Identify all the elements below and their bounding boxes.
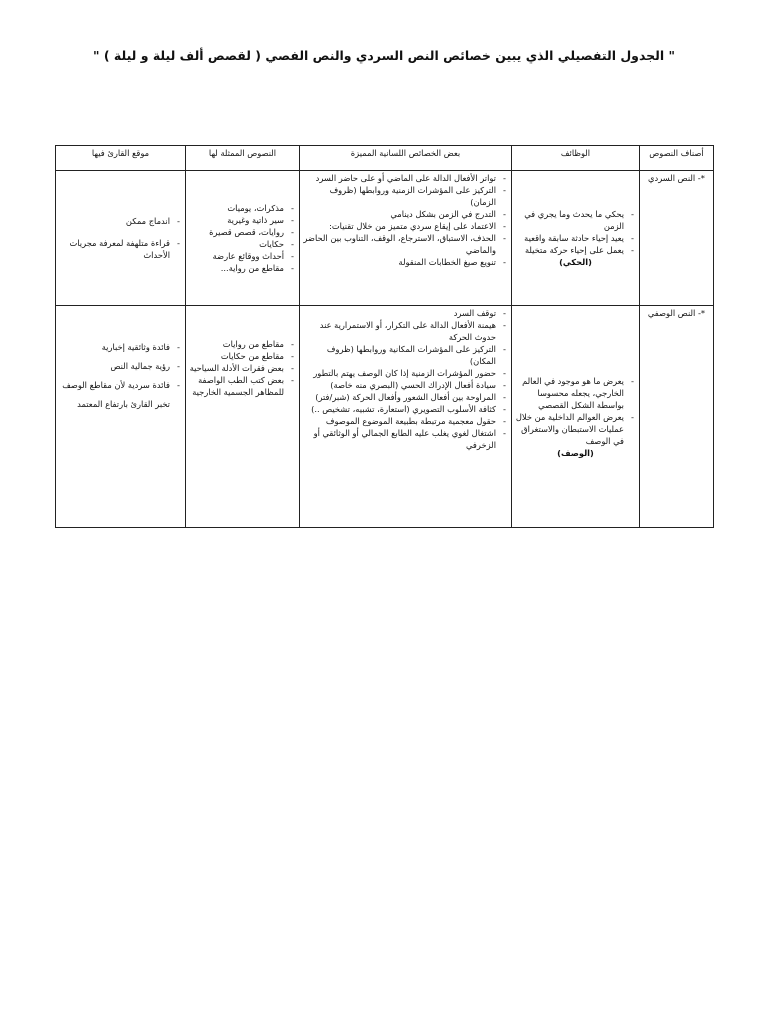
list-item: - الحذف، الاستباق، الاسترجاع، الوقف، التناوب بين الحاضر والماضي	[303, 232, 496, 256]
list-item: - توقف السرد	[303, 307, 496, 319]
list-item: - أحداث ووقائع عارضة	[189, 250, 284, 262]
list-item: - روايات، قصص قصيرة	[189, 226, 284, 238]
list-item: - بعض كتب الطب الواصفة للمظاهر الجسمية الخارجية	[189, 374, 284, 398]
list-item: - فائدة سردية لأن مقاطع الوصف تخبر القارئ بارتفاع المعتمد	[59, 376, 170, 414]
list-item: - قراءة متلهفة لمعرفة مجريات الأحداث	[59, 237, 170, 261]
header-kind: أصناف النصوص	[640, 146, 714, 171]
header-texts: النصوص الممثلة لها	[186, 146, 300, 171]
list-item: - فائدة وثائقية إخبارية	[59, 338, 170, 357]
header-features: بعض الخصائص اللسانية المميزة	[300, 146, 512, 171]
header-position: موقع القارئ فيها	[56, 146, 186, 171]
list-item: - المراوحة بين أفعال الشعور وأفعال الحركة (شبر/فتر)	[303, 391, 496, 403]
row-position	[56, 306, 186, 528]
table-row	[56, 171, 714, 306]
list-item: - هيمنة الأفعال الدالة على التكرار، أو الاستمرارية عند حدوث الحركة	[303, 319, 496, 343]
list-item: - يعرض العوالم الداخلية من خلال عمليات الاستبطان والاستغراق في الوصف	[515, 411, 624, 447]
list-item: - حكايات	[189, 238, 284, 250]
comparison-table	[55, 145, 714, 528]
list-item: - تنويع صيغ الخطابات المنقولة	[303, 256, 496, 268]
list-item: - مذكرات، يوميات	[189, 202, 284, 214]
list-item: - التدرج في الزمن بشكل دينامي	[303, 208, 496, 220]
row-features	[300, 306, 512, 528]
header-functions: الوظائف	[512, 146, 640, 171]
row-position	[56, 171, 186, 306]
list-item: - يعرض ما هو موجود في العالم الخارجي، يجعله محسوسا بواسطة الشكل القصصي	[515, 375, 624, 411]
row-kind-narrative: *- النص السردي	[640, 171, 714, 306]
list-item: - يعمل على إحياء حركة متخيلة	[515, 244, 624, 256]
row-texts	[186, 171, 300, 306]
list-item: - رؤية جمالية النص	[59, 357, 170, 376]
list-item: - حقول معجمية مرتبطة بطبيعة الموضوع الموصوف	[303, 415, 496, 427]
list-item: - الاعتماد على إيقاع سردي متميز من خلال تقنيات:	[303, 220, 496, 232]
list-item: - تواتر الأفعال الدالة على الماضي أو على حاضر السرد	[303, 172, 496, 184]
list-item: - التركيز على المؤشرات الزمنية وروابطها (ظروف الزمان)	[303, 184, 496, 208]
table-header-row	[56, 146, 714, 171]
list-item: - سير ذاتية وغيرية	[189, 214, 284, 226]
table-row	[56, 306, 714, 528]
list-item: - مقاطع من روايات	[189, 338, 284, 350]
row-kind-descriptive: *- النص الوصفي	[640, 306, 714, 528]
list-item: - يحكي ما يحدث وما يجري في الزمن	[515, 208, 624, 232]
document-title: " الجدول التفصيلي الذي يبين خصائص النص السردي والنص الفصي ( لقصص ألف ليلة و ليلة ) "	[92, 48, 676, 63]
row-functions	[512, 306, 640, 528]
list-item: - مقاطع من حكايات	[189, 350, 284, 362]
list-item: - بعض فقرات الأدلة السياحية	[189, 362, 284, 374]
function-tag: (الوصف)	[557, 447, 594, 458]
row-features	[300, 171, 512, 306]
list-item: - التركيز على المؤشرات المكانية وروابطها (ظروف المكان)	[303, 343, 496, 367]
list-item: - يعيد إحياء حادثة سابقة واقعية	[515, 232, 624, 244]
list-item: - مقاطع من رواية...	[189, 262, 284, 274]
row-texts	[186, 306, 300, 528]
list-item: - كثافة الأسلوب التصويري (استعارة، تشبيه، تشخيص ..)	[303, 403, 496, 415]
list-item: - اشتغال لغوي يغلب عليه الطابع الجمالي أو الوثائقي أو الزخرفي	[303, 427, 496, 451]
list-item: - حضور المؤشرات الزمنية إذا كان الوصف يهتم بالتطور	[303, 367, 496, 379]
list-item: - اندماج ممكن	[59, 215, 170, 227]
row-functions	[512, 171, 640, 306]
list-item: - سيادة أفعال الإدراك الحسي (البصري منه خاصة)	[303, 379, 496, 391]
function-tag: (الحكي)	[559, 257, 592, 267]
